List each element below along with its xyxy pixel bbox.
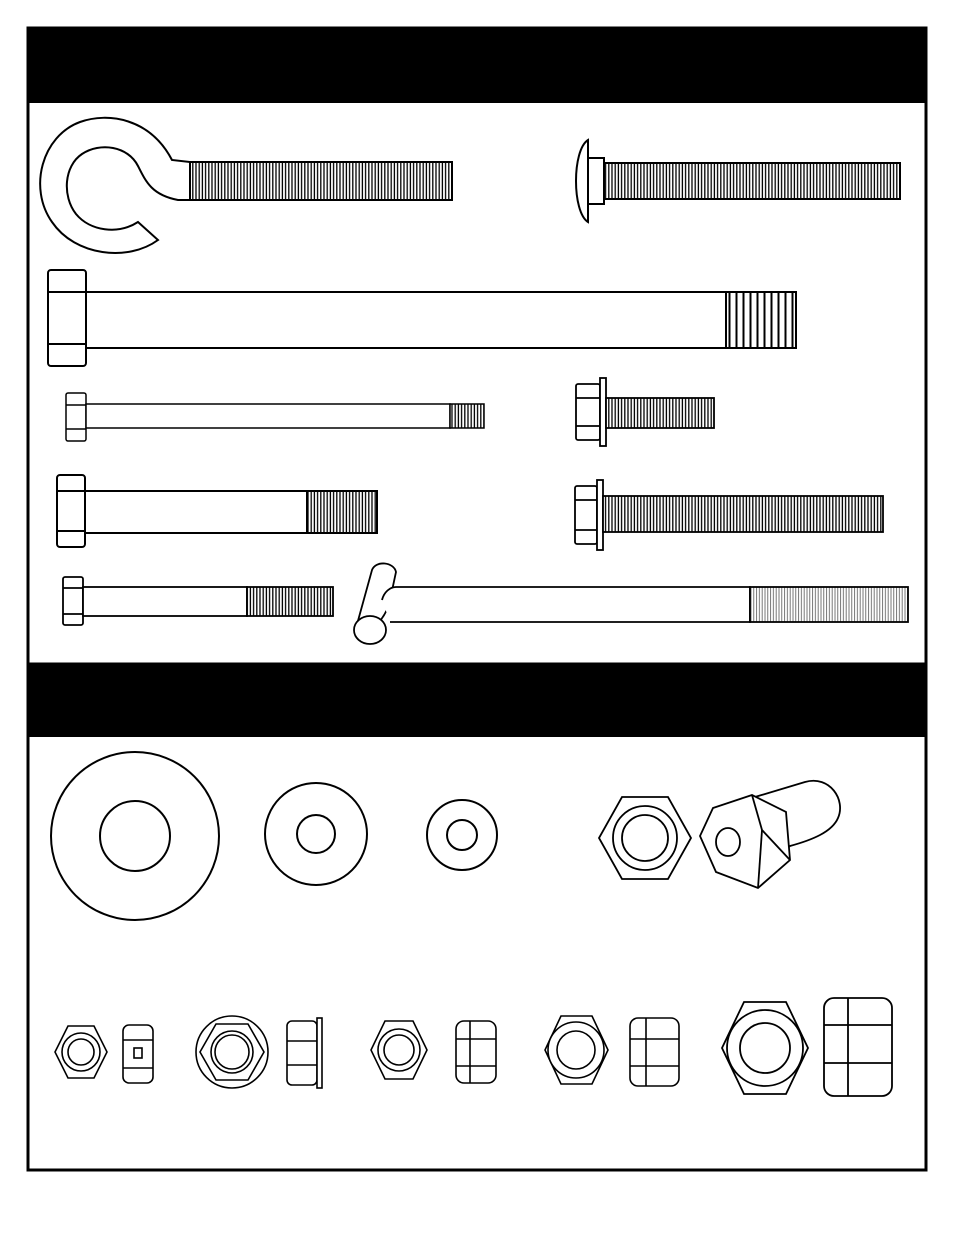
bolts-section [28, 28, 926, 664]
bolts-section-header [28, 28, 926, 103]
nuts-section-frame [28, 664, 926, 1170]
small-flat-washer-icon [427, 800, 497, 870]
nuts-section [28, 664, 926, 1170]
large-flat-washer-icon [51, 752, 219, 920]
nuts-section-header [28, 664, 926, 737]
medium-flat-washer-icon [265, 783, 367, 885]
